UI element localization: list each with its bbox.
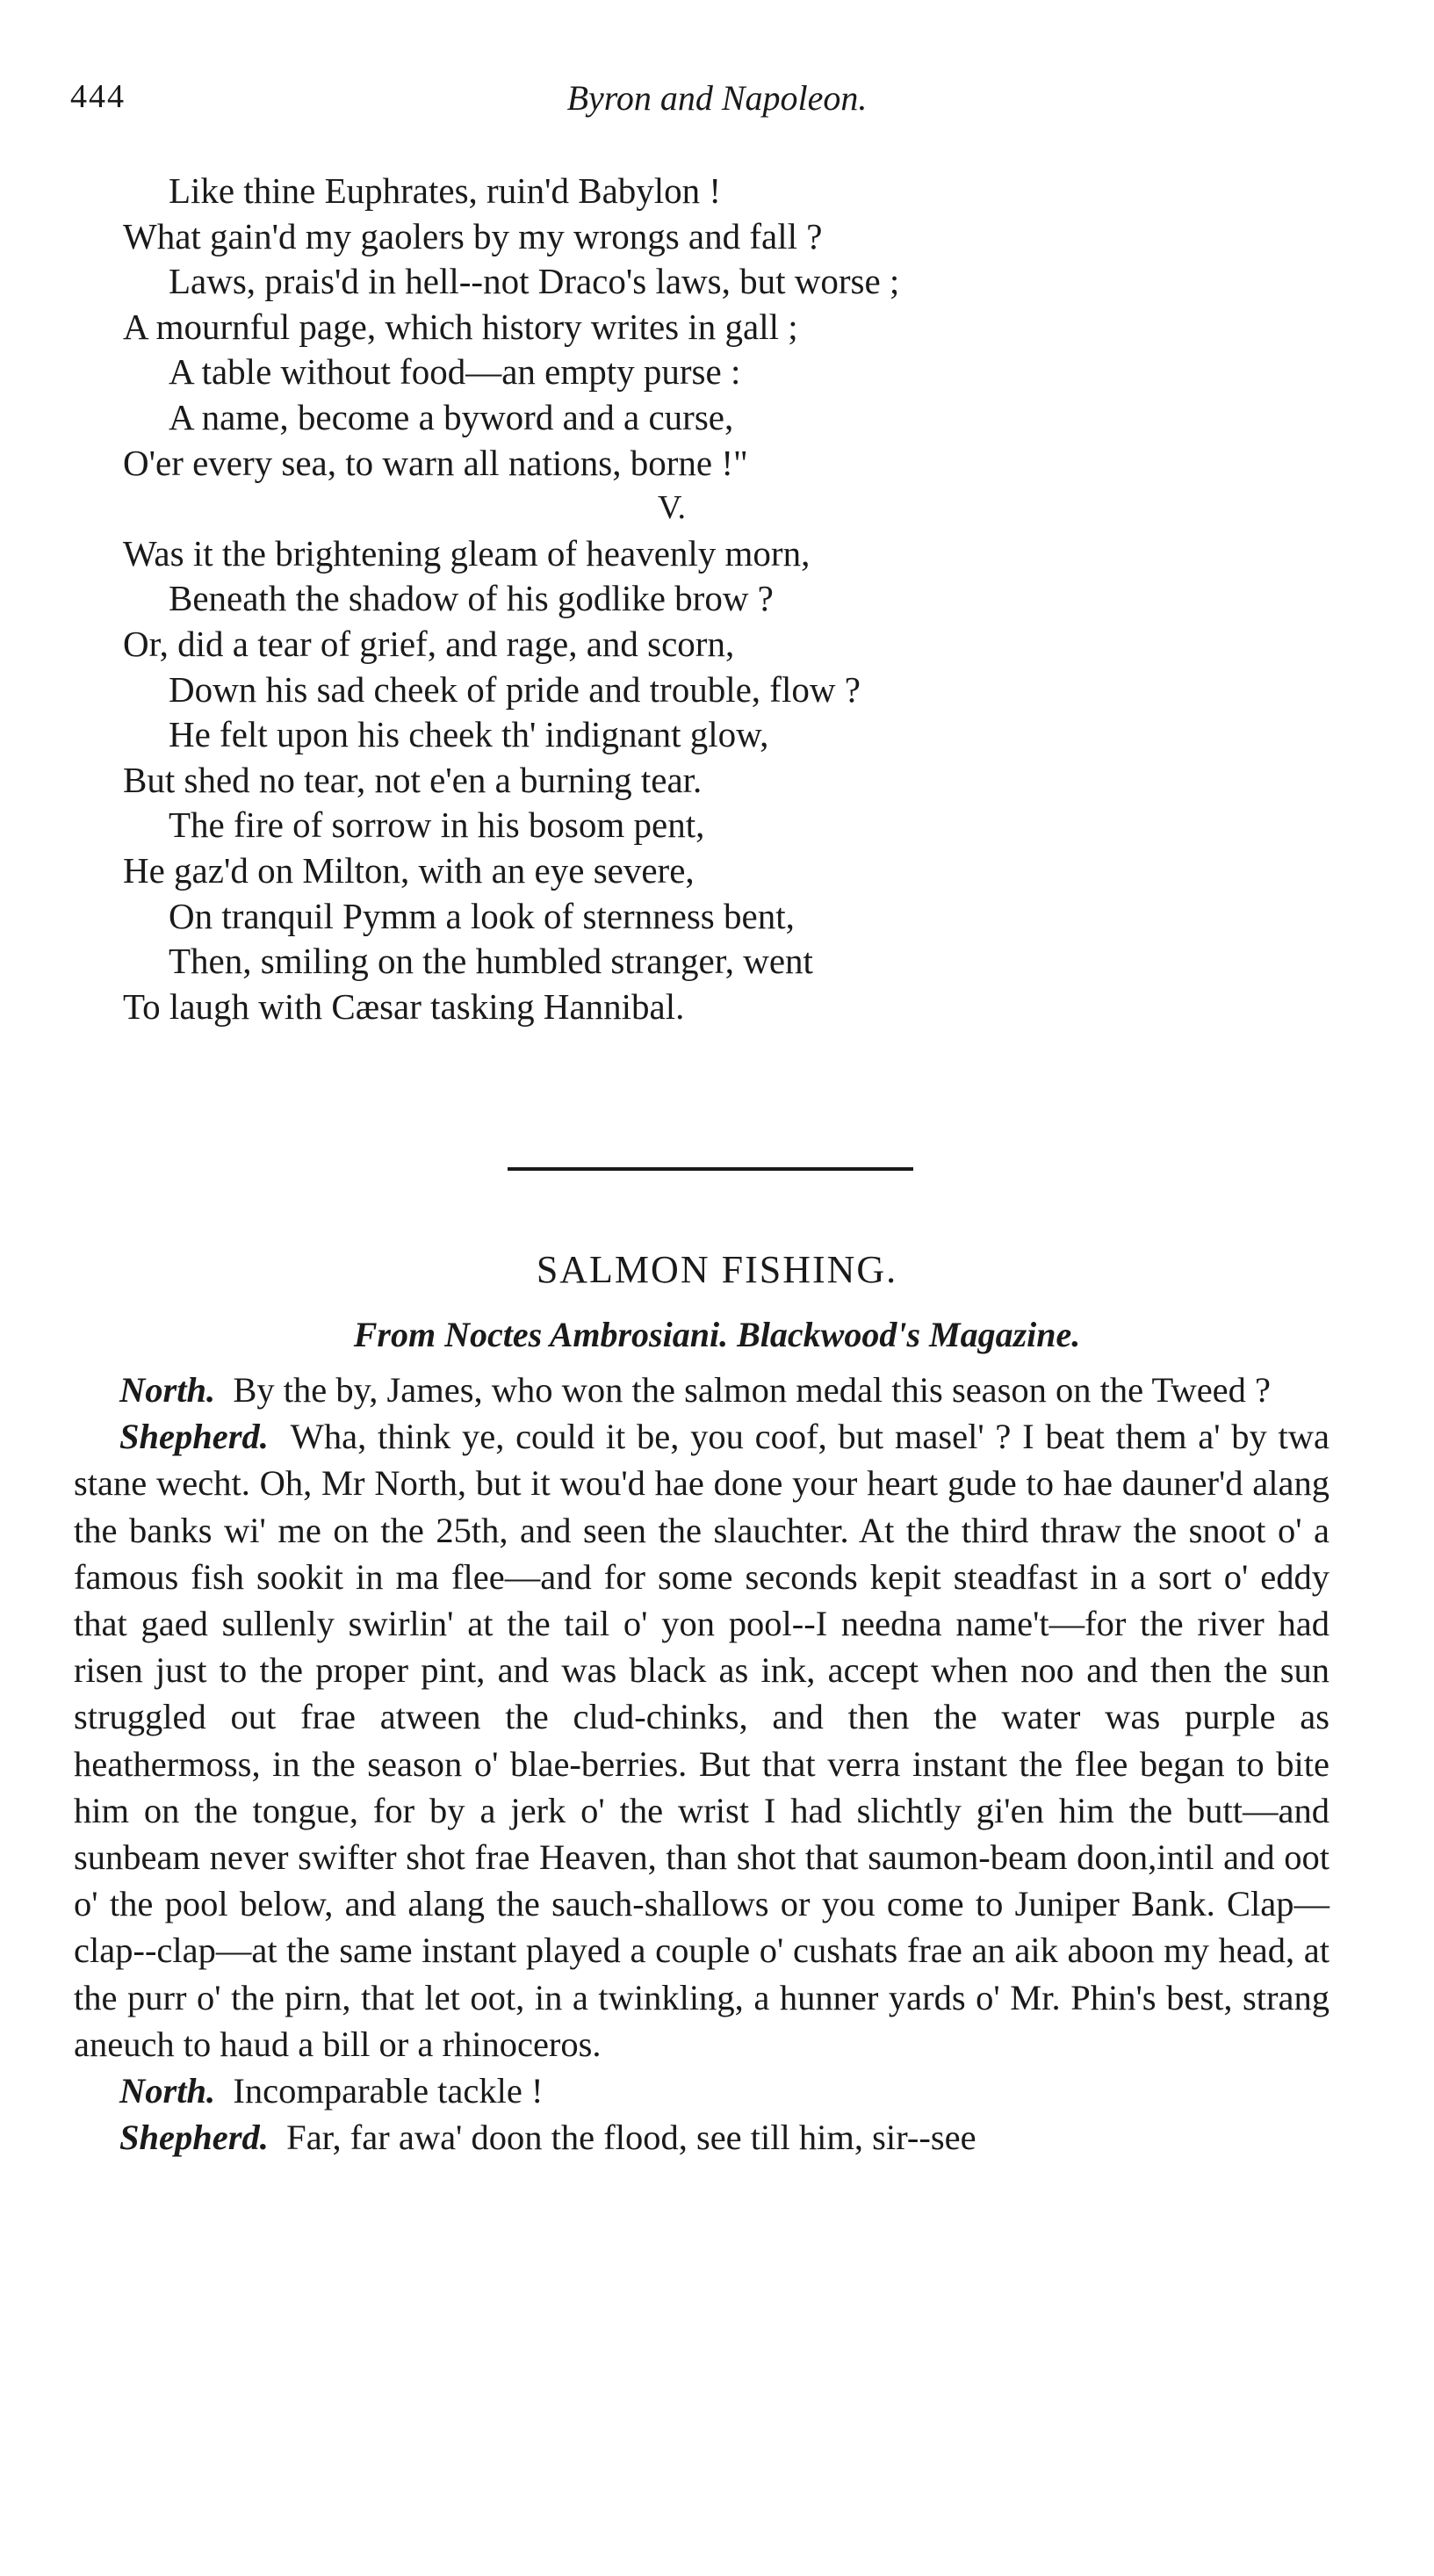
dialogue-paragraph bbox=[74, 1413, 1330, 2067]
poem-line: Down his sad cheek of pride and trouble, flow ? bbox=[169, 668, 861, 710]
poem-line: On tranquil Pymm a look of sternness bent, bbox=[169, 895, 795, 936]
running-title: Byron and Napoleon. bbox=[566, 78, 868, 118]
running-header bbox=[0, 77, 1434, 130]
poem-line: A table without food—an empty purse : bbox=[169, 351, 741, 393]
stanza-numeral: V. bbox=[657, 489, 687, 527]
dialogue bbox=[74, 1367, 1330, 2161]
dialogue-text: Wha, think ye, could it be, you coof, but masel' ? I beat them a' by twa stane wecht. Oh, Mr North, but it wou'd hae done your heart gude to hae dauner'd alang the banks wi' me on the 25th, and seen the slauchter. At the third thraw the snoot o' a famous fish sookit in ma flee—and for some seconds kepit steadfast in a sort o' eddy that gaed sullenly swirlin' at the tail o' yon pool--I needna name't—for the river had risen just to the proper pint, and was black as ink, accept when noo and then the sun struggled out frae atween the clud-chinks, and then the water was purple as heathermoss, in the season o' blae-berries. But that verra instant the flee began to bite him on the tongue, for by a jerk o' the wrist I had slichtly gi'en him the butt—and sunbeam never swifter shot frae Heaven, than shot that saumon-beam doon,intil and oot o' the pool below, and alang the sauch-shallows or you come to Juniper Bank. Clap—clap--clap—at the same instant played a couple o' cushats frae an aik aboon my head, at the purr o' the pirn, that let oot, in a twinkling, a hunner yards o' Mr. Phin's best, strang aneuch to haud a bill or a rhinoceros. bbox=[74, 1417, 1330, 2064]
poem-line: A mournful page, which history writes in gall ; bbox=[123, 306, 798, 347]
speaker-name: North. bbox=[119, 2071, 216, 2111]
speaker-name: Shepherd. bbox=[119, 2118, 269, 2158]
poem-line: But shed no tear, not e'en a burning tear. bbox=[123, 759, 703, 800]
poem-line: Beneath the shadow of his godlike brow ? bbox=[169, 578, 774, 619]
poem-line: Laws, prais'd in hell--not Draco's laws, but worse ; bbox=[169, 261, 900, 302]
dialogue-paragraph bbox=[74, 2067, 1330, 2114]
page-number: 444 bbox=[70, 78, 126, 115]
poem-line: Like thine Euphrates, ruin'd Babylon ! bbox=[169, 170, 722, 211]
section-divider bbox=[508, 1167, 913, 1171]
dialogue-paragraph bbox=[74, 1367, 1330, 1413]
dialogue-paragraph bbox=[74, 2114, 1330, 2161]
poem-line: Then, smiling on the humbled stranger, went bbox=[169, 941, 813, 982]
dialogue-text: Incomparable tackle ! bbox=[233, 2071, 544, 2111]
poem bbox=[123, 169, 1300, 1029]
speaker-name: Shepherd. bbox=[119, 1417, 269, 1457]
poem-line: Or, did a tear of grief, and rage, and scorn, bbox=[123, 623, 735, 664]
section-title: SALMON FISHING. bbox=[536, 1248, 898, 1291]
section-source: From Noctes Ambrosiani. Blackwood's Magazine. bbox=[353, 1315, 1081, 1354]
dialogue-text: By the by, James, who won the salmon medal this season on the Tweed ? bbox=[233, 1370, 1272, 1410]
poem-line: He gaz'd on Milton, with an eye severe, bbox=[123, 849, 695, 891]
poem-line: The fire of sorrow in his bosom pent, bbox=[169, 805, 705, 846]
poem-line: What gain'd my gaolers by my wrongs and fall ? bbox=[123, 215, 823, 256]
dialogue-text: Far, far awa' doon the flood, see till him, sir--see bbox=[286, 2118, 976, 2158]
poem-line: Was it the brightening gleam of heavenly morn, bbox=[123, 532, 811, 574]
poem-line: O'er every sea, to warn all nations, borne !" bbox=[123, 442, 748, 483]
speaker-name: North. bbox=[119, 1370, 216, 1410]
poem-line: To laugh with Cæsar tasking Hannibal. bbox=[123, 985, 685, 1027]
poem-line: He felt upon his cheek th' indignant glow, bbox=[169, 714, 769, 755]
poem-line: A name, become a byword and a curse, bbox=[169, 396, 734, 437]
